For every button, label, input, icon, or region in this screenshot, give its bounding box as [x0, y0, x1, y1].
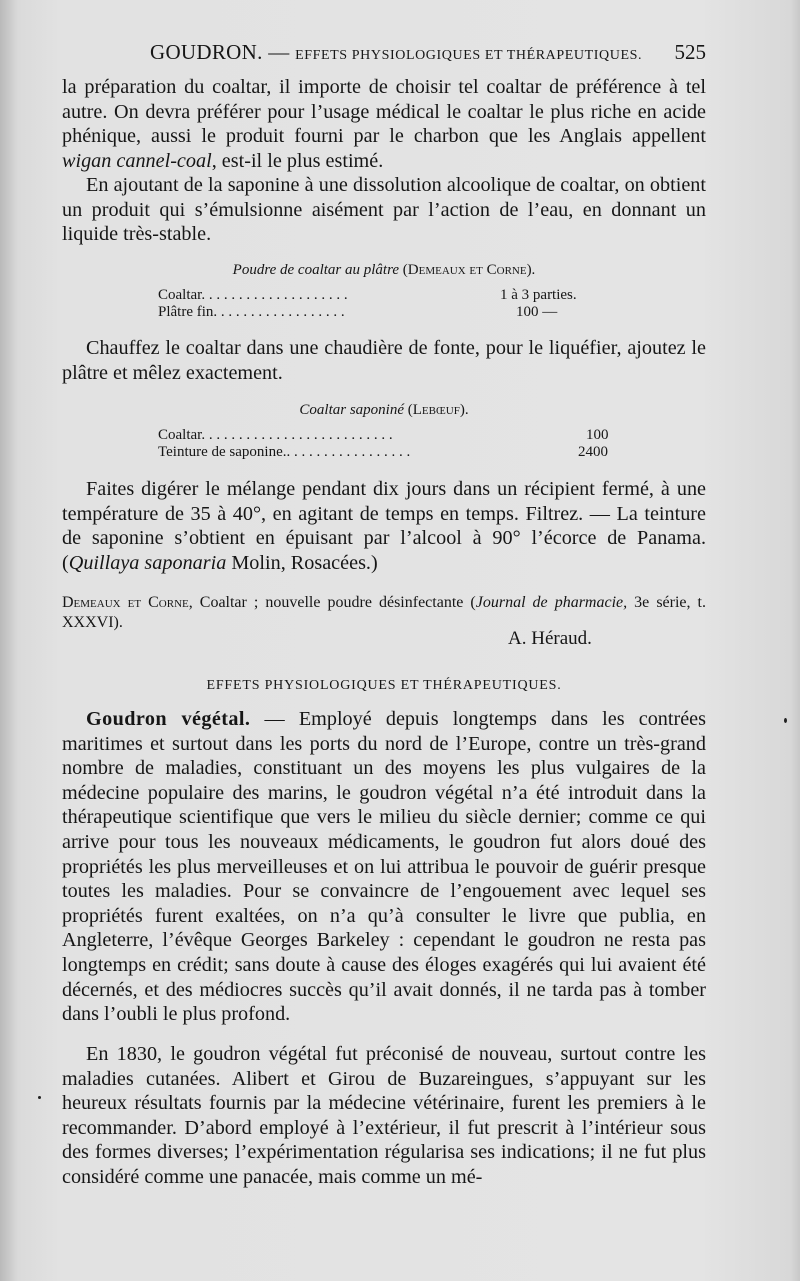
recipe-1-title: Poudre de coaltar au plâtre (Demeaux et Corne).: [232, 262, 536, 278]
running-title-main: GOUDRON. —: [150, 40, 290, 64]
running-title-small: EFFETS PHYSIOLOGIQUES ET THÉRAPEUTIQUES.: [295, 48, 643, 63]
scan-speck: [784, 718, 787, 723]
section-heading: EFFETS PHYSIOLOGIQUES ET THÉRAPEUTIQUES.: [206, 678, 562, 693]
italic-species: Quillaya saponaria: [68, 551, 227, 574]
italic-term: wigan cannel-coal: [62, 149, 212, 172]
page-number: 525: [674, 40, 706, 64]
paragraph-4: Faites digérer le mélange pendant dix jours dans un récipient fermé, à une température de 35 à 40°, en agitant de temps en temps. Filtrez. — La teinture de saponine s’obtient en épuisant par l’alcool à 90° l’écorce de Panama. (Quillaya saponaria Molin, Rosacées.): [62, 478, 706, 574]
recipe-2-row: Coaltar. . . . . . . . . . . . . . . . . . . . . . . . . . 100: [158, 427, 609, 443]
paragraph-3: Chauffez le coaltar dans une chaudière de fonte, pour le liquéfier, ajoutez le plâtre et mêlez exactement.: [62, 337, 706, 384]
running-header: [62, 40, 706, 70]
recipe-1-row: Plâtre fin. . . . . . . . . . . . . . . . . . 100 —: [158, 304, 558, 320]
bold-heading: Goudron végétal.: [86, 708, 251, 730]
paragraph-2: En ajoutant de la saponine à une dissolution alcoolique de coaltar, on obtient un produit qui s’émulsionne aisément par l’action de l’eau, en donnant un liquide très-stable.: [62, 174, 706, 246]
recipe-2-title: Coaltar saponiné (Lebœuf).: [299, 402, 469, 418]
author-signature: A. Héraud.: [508, 628, 592, 649]
bibliographic-note: Demeaux et Corne, Coaltar ; nouvelle poudre désinfectante (Journal de pharmacie, 3e série, t. XXXVI).: [62, 594, 706, 631]
running-title: [150, 40, 642, 65]
recipe-2-row: Teinture de saponine.. . . . . . . . . . . . . . . . . 2400: [158, 444, 608, 460]
recipe-1-row: Coaltar. . . . . . . . . . . . . . . . . . . . 1 à 3 parties.: [158, 287, 577, 303]
paragraph-6: En 1830, le goudron végétal fut préconisé de nouveau, surtout contre les maladies cutanées. Alibert et Girou de Buzareingues, s’appuyant sur les heureux résultats fournis par la médecine vétérinaire, furent les premiers à le recommander. D’abord employé à l’extérieur, il fut prescrit à l’intérieur sous des formes diverses; l’expérimentation régularisa ses indications; il ne fut plus considéré comme une panacée, mais comme un mé-: [62, 1043, 706, 1188]
paragraph-5: Goudron végétal. — Employé depuis longtemps dans les contrées maritimes et surtout dans les ports du nord de l’Europe, contre un très-grand nombre de maladies, constituant un des moyens les plus vulgaires de la médecine populaire des marins, le goudron végétal n’a été introduit dans la thérapeutique scientifique que vers le milieu du siècle dernier; comme ce qui arrive pour tous les nouveaux médicaments, le goudron fut alors doué des propriétés les plus merveilleuses et on lui attribua le pouvoir de guérir presque toutes les maladies. Pour se convaincre de l’engouement avec lequel ses propriétés furent exaltées, on n’a qu’à consulter le livre que publia, en Angleterre, l’évêque Georges Barkeley : cependant le goudron ne resta pas longtemps en crédit; sans doute à cause des éloges exagérés qui lui avaient été décernés, et des médiocres succès qu’il avait donnés, il ne tarda pas à tomber dans l’oubli le plus profond.: [62, 708, 706, 1026]
scan-speck: [38, 1096, 41, 1099]
paragraph-1: la préparation du coaltar, il importe de choisir tel coaltar de préférence à tel autre. On devra préférer pour l’usage médical le coaltar le plus riche en acide phénique, aussi le produit fourni par le charbon que les Anglais appellent wigan cannel-coal, est-il le plus estimé.: [62, 76, 706, 172]
